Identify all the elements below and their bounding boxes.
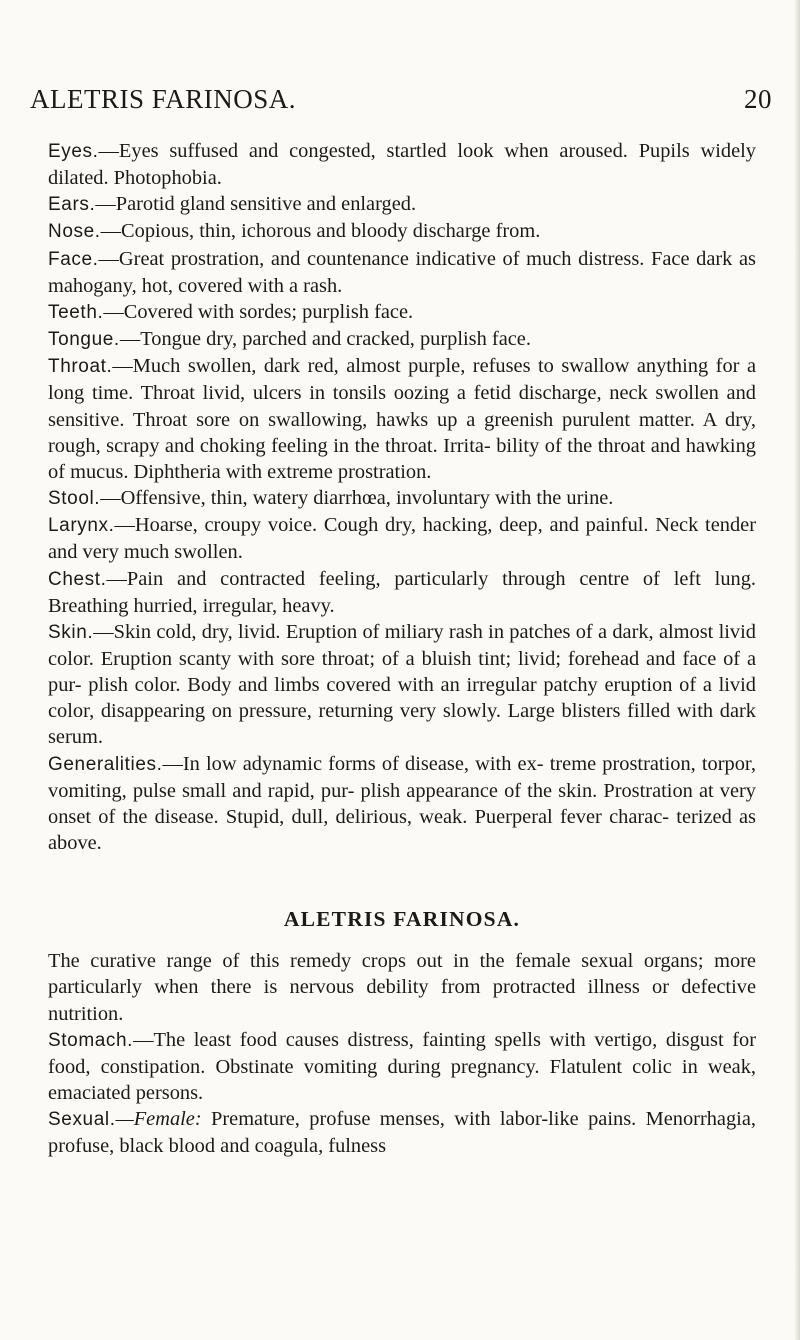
entry-keyword: Eyes. (48, 141, 99, 162)
symptom-entry (48, 246, 756, 299)
entry-text: —Copious, thin, ichorous and bloody discharge from. (100, 220, 541, 243)
symptom-entry (48, 191, 756, 218)
entry-keyword: Stool. (48, 488, 101, 510)
section-intro: The curative range of this remedy crops out in the female sexual organs; more particularly when there is nervous debility from protracted illness or defective nutrition. (48, 950, 756, 1025)
entry-text: —Great prostration, and countenance indicative of much distress. Face dark as mahogany, hot, covered with a rash. (48, 247, 756, 297)
symptom-entry (48, 619, 756, 751)
entry-keyword: Ears. (48, 194, 96, 216)
entry-keyword: Sexual. (48, 1109, 116, 1131)
entry-text: —Eyes suffused and congested, startled look when aroused. Pupils widely dilated. Photophobia. (48, 140, 756, 190)
entry-keyword: Stomach. (48, 1029, 134, 1051)
symptom-entry (48, 751, 756, 857)
entry-sexual (48, 1106, 756, 1159)
page-number: 20 (744, 84, 772, 114)
entry-keyword: Chest. (48, 568, 107, 590)
entry-keyword: Tongue. (48, 329, 120, 351)
entry-text: Premature, profuse menses, with labor-like pains. Menorrhagia, profuse, black blood and coagula, fulness (48, 1108, 756, 1158)
entry-keyword: Nose. (48, 221, 101, 243)
symptom-entry (48, 299, 756, 326)
entry-text: —Hoarse, croupy voice. Cough dry, hacking, deep, and painful. Neck tender and very much swollen. (48, 514, 756, 564)
entry-stomach (48, 1027, 756, 1106)
entry-subheading: —Female: (115, 1108, 202, 1131)
entry-keyword: Generalities. (48, 753, 163, 775)
symptom-entry (48, 485, 756, 512)
symptom-entry (48, 566, 756, 619)
section-heading: ALETRIS FARINOSA. (283, 907, 521, 932)
symptom-entry (48, 326, 756, 353)
entry-keyword: Larynx. (48, 515, 115, 537)
entry-text: —Skin cold, dry, livid. Eruption of miliary rash in patches of a dark, almost livid color. Eruption scanty with sore throat; of a bluish tint; livid; forehead and face of a pur- plish color. Body and limbs covered with an irregular patchy eruption of a livid color, disappearing on pressure, returning very slowly. Large blisters filled with dark serum. (48, 620, 756, 749)
entry-text: —Offensive, thin, watery diarrhœa, involuntary with the urine. (100, 487, 614, 510)
entry-text: —Much swollen, dark red, almost purple, refuses to swallow anything for a long time. Throat livid, ulcers in tonsils oozing a fetid discharge, neck swollen and sensitive. Throat sore on swallowing, hawks up a greenish purulent matter. A dry, rough, scrapy and choking feeling in the throat. Irrita- bility of the throat and hawking of mucus. Diphtheria with extreme prostration. (48, 355, 756, 483)
entry-text: —Covered with sordes; purplish face. (103, 300, 414, 323)
symptom-entries (48, 138, 756, 856)
page-edge-shadow (794, 0, 800, 1340)
entry-keyword: Skin. (48, 621, 94, 643)
entry-text: —The least food causes distress, fainting spells with vertigo, disgust for food, constipation. Obstinate vomiting during pregnancy. Flatulent colic in weak, emaciated persons. (48, 1028, 756, 1104)
entry-keyword: Throat. (48, 356, 113, 378)
symptom-entry (48, 512, 756, 565)
running-header (30, 84, 772, 115)
entry-keyword: Face. (48, 248, 99, 270)
entry-text: —Parotid gland sensitive and enlarged. (95, 193, 417, 216)
header-title: ALETRIS FARINOSA. (30, 84, 297, 114)
entry-text: —In low adynamic forms of disease, with ex- treme prostration, torpor, vomiting, pulse small and rapid, pur- plish appearance of the skin. Prostration at very onset of the disease. Stupid, dull, delirious, weak. Puerperal fever charac- terized as above. (48, 752, 756, 855)
body-text (48, 138, 756, 1159)
entry-keyword: Teeth. (48, 301, 104, 323)
symptom-entry (48, 138, 756, 191)
symptom-entry (48, 353, 756, 485)
symptom-entry (48, 218, 756, 245)
entry-text: —Tongue dry, parched and cracked, purplish face. (119, 328, 531, 351)
entry-text: —Pain and contracted feeling, particularly through centre of left lung. Breathing hurried, irregular, heavy. (48, 567, 756, 617)
